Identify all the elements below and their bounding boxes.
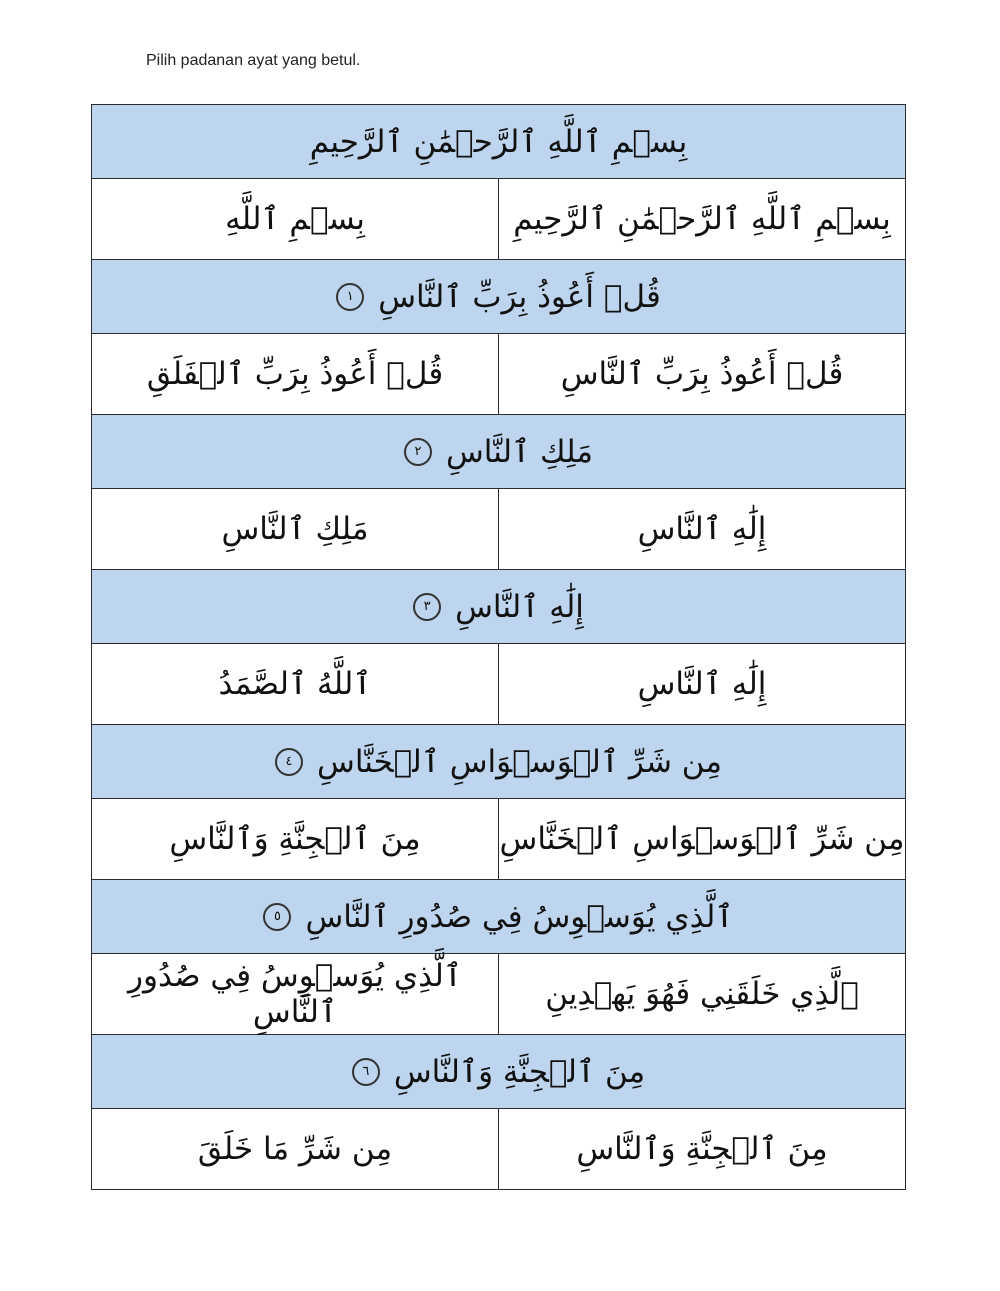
ayah-text: بِسۡمِ ٱللَّهِ ٱلرَّحۡمَٰنِ ٱلرَّحِيمِ	[309, 123, 688, 160]
choice-left-text: مِن شَرِّ مَا خَلَقَ	[197, 1131, 393, 1167]
choice-right-text: بِسۡمِ ٱللَّهِ ٱلرَّحۡمَٰنِ ٱلرَّحِيمِ	[513, 201, 891, 237]
choice-left-text: بِسۡمِ ٱللَّهِ	[225, 201, 365, 237]
ayah-text: ٱلَّذِي يُوَسۡوِسُ فِي صُدُورِ ٱلنَّاسِ	[305, 898, 734, 935]
choice-left-text: مَلِكِ ٱلنَّاسِ	[221, 511, 369, 547]
choice-cell-right[interactable]	[499, 179, 906, 260]
ayah-line	[275, 744, 722, 780]
choice-cell-left[interactable]	[92, 644, 499, 725]
choice-cell-right[interactable]	[499, 334, 906, 415]
ayah-line	[413, 589, 584, 625]
ayah-cell	[92, 725, 906, 799]
ayah-row	[92, 105, 906, 179]
ayah-cell	[92, 105, 906, 179]
choice-cell-left[interactable]	[92, 334, 499, 415]
ayah-text: مِنَ ٱلۡجِنَّةِ وَٱلنَّاسِ	[393, 1053, 646, 1090]
choice-right-text: مِنَ ٱلۡجِنَّةِ وَٱلنَّاسِ	[576, 1131, 828, 1167]
choice-cell-left[interactable]	[92, 179, 499, 260]
choice-left-text: ٱللَّهُ ٱلصَّمَدُ	[218, 666, 372, 702]
choice-cell-right[interactable]	[499, 644, 906, 725]
ayah-line	[336, 279, 661, 315]
choice-row	[92, 179, 906, 260]
choice-row	[92, 334, 906, 415]
choice-right-text: مِن شَرِّ ٱلۡوَسۡوَاسِ ٱلۡخَنَّاسِ	[499, 821, 905, 857]
choice-row	[92, 1109, 906, 1190]
verse-number-marker: ٢	[404, 438, 432, 466]
choice-cell-left[interactable]	[92, 1109, 499, 1190]
choice-cell-left[interactable]	[92, 954, 499, 1035]
ayah-cell	[92, 260, 906, 334]
ayah-text: إِلَٰهِ ٱلنَّاسِ	[455, 588, 584, 625]
verse-number-marker: ٦	[352, 1058, 380, 1086]
ayah-row	[92, 1035, 906, 1109]
ayah-row	[92, 880, 906, 954]
choice-right-text: إِلَٰهِ ٱلنَّاسِ	[637, 666, 767, 702]
ayah-row	[92, 415, 906, 489]
choice-right-text: إِلَٰهِ ٱلنَّاسِ	[637, 511, 767, 547]
verse-number-marker: ٣	[413, 593, 441, 621]
ayah-row	[92, 725, 906, 799]
ayah-line	[352, 1054, 645, 1090]
choice-left-text: قُلۡ أَعُوذُ بِرَبِّ ٱلۡفَلَقِ	[146, 356, 444, 392]
verse-number-marker: ٤	[275, 748, 303, 776]
choice-left-text: مِنَ ٱلۡجِنَّةِ وَٱلنَّاسِ	[169, 821, 421, 857]
ayah-cell	[92, 570, 906, 644]
choice-right-text: قُلۡ أَعُوذُ بِرَبِّ ٱلنَّاسِ	[560, 356, 844, 392]
choice-row	[92, 799, 906, 880]
verse-number-marker: ٥	[263, 903, 291, 931]
choice-left-text: ٱلَّذِي يُوَسۡوِسُ فِي صُدُورِ ٱلنَّاسِ	[128, 958, 462, 1030]
choice-row	[92, 489, 906, 570]
choice-row	[92, 954, 906, 1035]
ayah-row	[92, 570, 906, 644]
ayah-line	[263, 899, 733, 935]
ayah-row	[92, 260, 906, 334]
choice-cell-right[interactable]	[499, 1109, 906, 1190]
verse-number-marker: ١	[336, 283, 364, 311]
choice-cell-right[interactable]	[499, 954, 906, 1035]
choice-cell-left[interactable]	[92, 489, 499, 570]
instruction-text: Pilih padanan ayat yang betul.	[146, 52, 361, 69]
ayah-text: مَلِكِ ٱلنَّاسِ	[445, 433, 594, 470]
matching-table	[91, 104, 906, 1190]
choice-cell-left[interactable]	[92, 799, 499, 880]
choice-cell-right[interactable]	[499, 489, 906, 570]
ayah-cell	[92, 880, 906, 954]
ayah-cell	[92, 415, 906, 489]
ayah-cell	[92, 1035, 906, 1109]
choice-cell-right[interactable]	[499, 799, 906, 880]
ayah-line	[404, 434, 593, 470]
ayah-text: قُلۡ أَعُوذُ بِرَبِّ ٱلنَّاسِ	[378, 278, 661, 315]
ayah-text: مِن شَرِّ ٱلۡوَسۡوَاسِ ٱلۡخَنَّاسِ	[317, 743, 722, 780]
choice-right-text: ٱلَّذِي خَلَقَنِي فَهُوَ يَهۡدِينِ	[545, 976, 859, 1012]
choice-row	[92, 644, 906, 725]
